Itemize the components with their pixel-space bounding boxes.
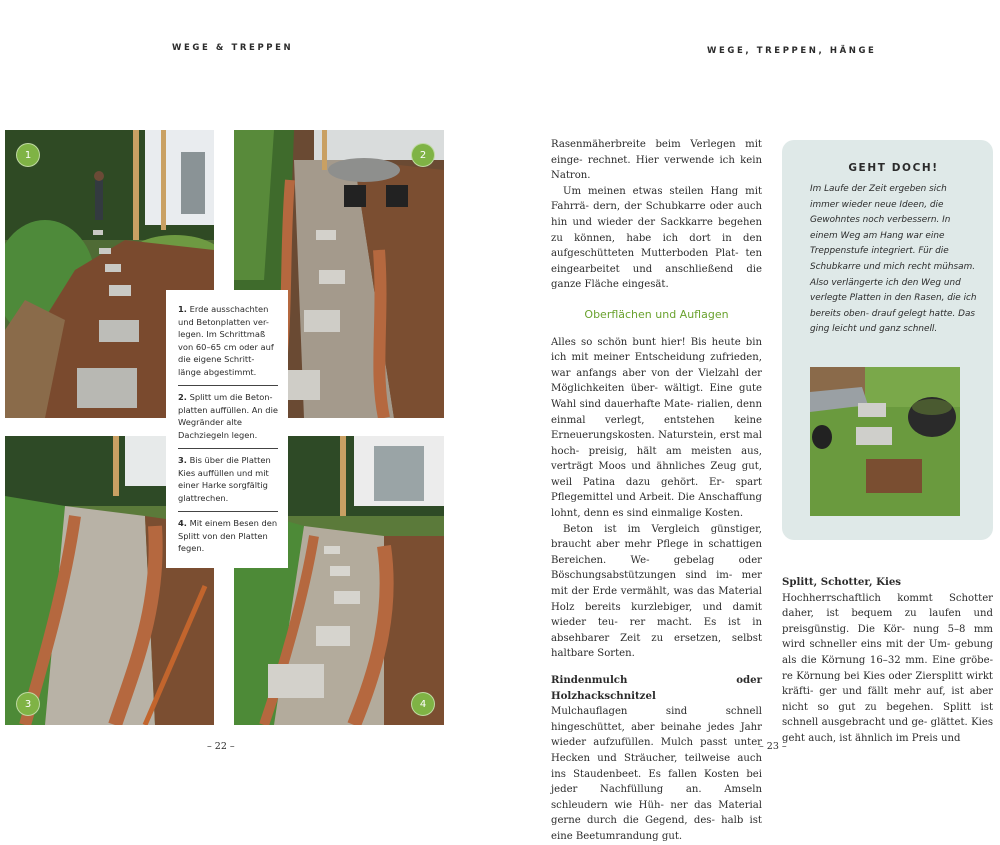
caption-number: 1. xyxy=(178,304,187,314)
running-head-left: WEGE & TREPPEN xyxy=(172,43,294,53)
caption-step-3 xyxy=(178,449,278,512)
sidebar-photo-image xyxy=(810,367,960,516)
page-number-left: – 22 – xyxy=(207,741,235,752)
paragraph: Rasenmäherbreite beim Verlegen mit einge- rechnet. Hier verwende ich kein Natron. xyxy=(551,139,762,182)
caption-text: Splitt um die Beton- platten auffüllen. An die Wegränder alte Dachziegeln legen. xyxy=(178,392,278,440)
text-column-2 xyxy=(782,575,993,747)
running-head-right: WEGE, TREPPEN, HÄNGE xyxy=(707,46,877,56)
paragraph: Alles so schön bunt hier! Bis heute bin ich mit meiner Entscheidung zufrieden, war anfangs aber von der Vielzahl der Möglichkeiten über- wältigt. Eine gute Wahl sind dauerhafte Mate- rialien, denn einmal verlegt, entstehen keine Erneuerungskosten. Naturstein, erst mal hoch- preisig, hält am meisten aus, verträgt Moos und ähnliches Zeug gut, weil Patina dazu gehört. Er- spart Pflegemittel und Arbeit. Die Anschaffung lohnt, denn es sind einmalige Kosten. xyxy=(551,336,762,520)
text-column-1 xyxy=(551,137,762,845)
caption-number: 2. xyxy=(178,392,187,402)
caption-text: Mit einem Besen den Splitt von den Platten fegen. xyxy=(178,518,278,553)
sidebar-text: Im Laufe der Zeit ergeben sich immer wieder neue Ideen, die Gewohntes noch verbessern. In einem Weg am Hang war eine Treppenstufe integriert. Für die Schubkarre und mich recht mühsam. Also verlängerte ich den Weg und verlegte Platten in den Rasen, die ich bereits oben- drauf gelegt hatte. Das ging leicht und ganz schnell. xyxy=(810,184,977,335)
paragraph: Um meinen etwas steilen Hang mit Fahrrä- dern, der Schubkarre oder auch hin und wieder der Sackkarre begehen zu können, habe ich dort in den aufgeschütteten Mutterboden Plat- ten eingearbeitet und anschließend die ganze Fläche eingesät. xyxy=(551,185,762,291)
subheading-mulch: Rindenmulch oder Holzhackschnitzel xyxy=(551,674,762,702)
page-number-right: – 23 – xyxy=(759,741,787,752)
caption-number: 4. xyxy=(178,518,187,528)
step-badge-4: 4 xyxy=(411,692,435,716)
caption-step-1 xyxy=(178,298,278,386)
step-badge-1: 1 xyxy=(16,143,40,167)
sidebar-title: GEHT DOCH! xyxy=(848,162,939,174)
paragraph: Hochherrschaftlich kommt Schotter daher, ist bequem zu laufen und preisgünstig. Die Kör- nung 5–8 mm wird schneller eins mit der Um- gebung als die Körnung 16–32 mm. Eine gröbe- re Körnung bei Kies oder Ziersplitt wirkt kräfti- ger und fällt mehr auf, ist aber nicht so gut zu begehen. Splitt ist schnell ausgebracht und ge- glättet. Kies geht auch, ist ähnlich im Preis und xyxy=(782,592,993,744)
caption-text: Erde ausschachten und Betonplatten ver- legen. Im Schrittmaß von 60–65 cm oder auf die eigene Schritt- länge abgestimmt. xyxy=(178,304,274,377)
section-heading-surfaces: Oberflächen und Auflagen xyxy=(584,307,729,321)
sidebar-photo xyxy=(810,367,960,516)
step-badge-2: 2 xyxy=(411,143,435,167)
subheading-gravel: Splitt, Schotter, Kies xyxy=(782,576,902,588)
caption-number: 3. xyxy=(178,455,187,465)
paragraph: Mulchauflagen sind schnell hingeschüttet, aber beinahe jedes Jahr wieder aufzufüllen. Mulch passt unter Hecken und Sträucher, teilweise auch ins Staudenbeet. Es fallen Kosten bei jeder Nachfüllung an. Amseln schleudern wie Hüh- ner das Material gerne durch die Gegend, des- halb ist eine Beetumrandung gut. xyxy=(551,706,762,842)
caption-step-4 xyxy=(178,512,278,562)
caption-text: Bis über die Platten Kies auffüllen und mit einer Harke sorgfältig glattrechen. xyxy=(178,455,271,503)
step-captions xyxy=(166,290,288,568)
caption-step-2 xyxy=(178,386,278,449)
paragraph: Beton ist im Vergleich günstiger, braucht aber mehr Pflege in schattigen Bereichen. We- gebelag oder Böschungsabstützungen sind im- mer mit der Erde vermählt, was das Material Holz bereits kurzlebiger, und damit wieder teu- rer macht. Es ist in absehbarer Zeit zu ersetzen, selbst haltbare Sorten. xyxy=(551,523,762,660)
step-badge-3: 3 xyxy=(16,692,40,716)
